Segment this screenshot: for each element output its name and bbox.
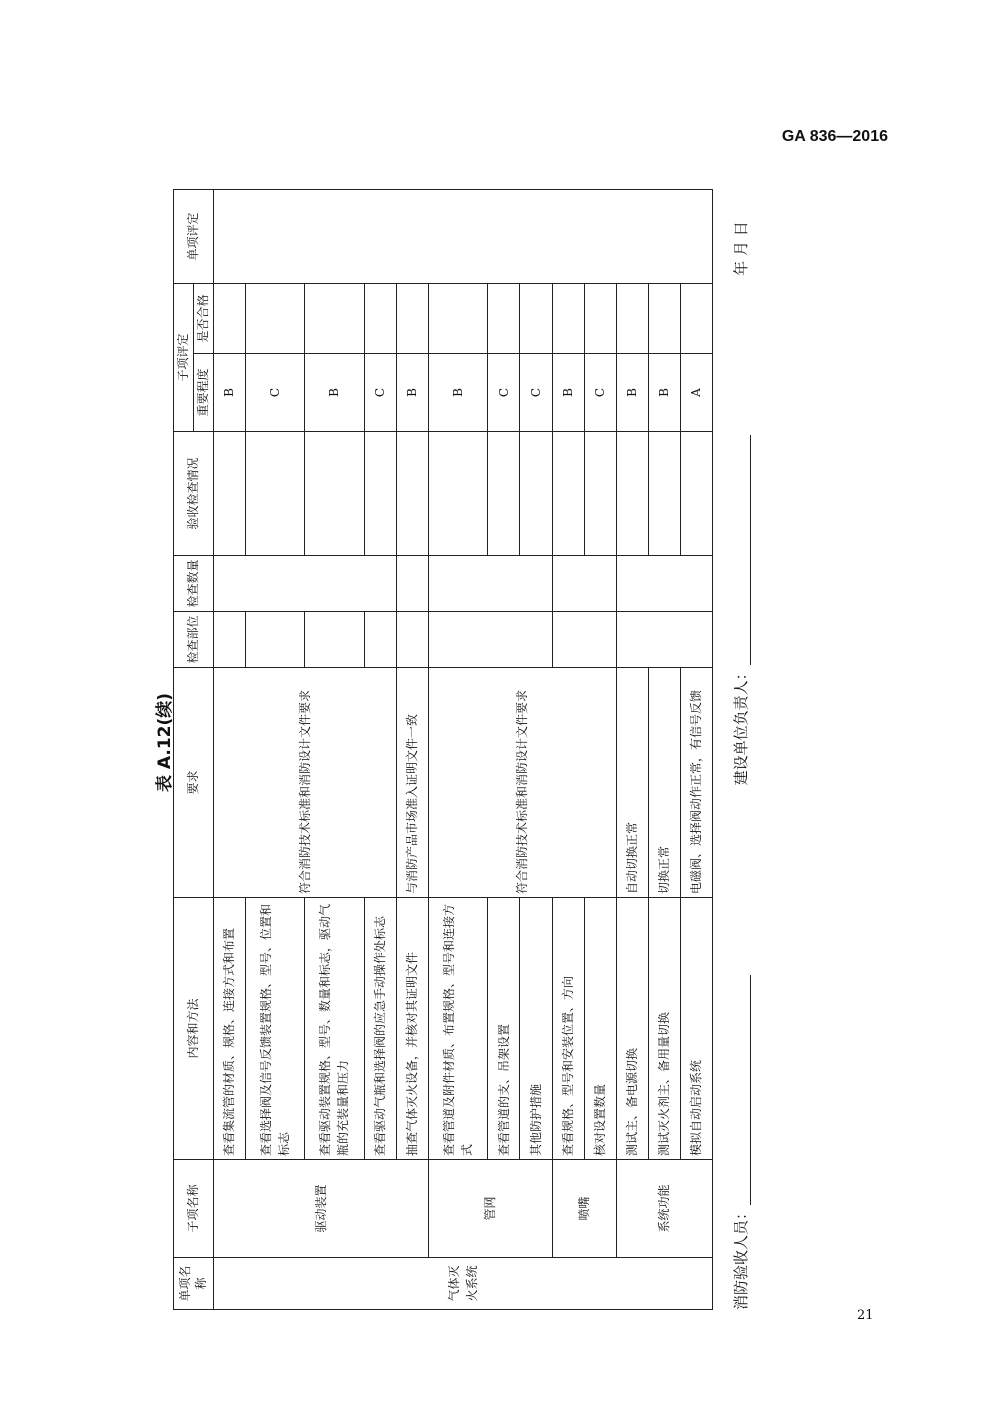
header-check-quantity: 检查数量 (174, 556, 214, 612)
header-inspection-result: 验收检查情况 (174, 432, 214, 556)
inspection-table (173, 189, 713, 1310)
pass-cell (213, 283, 245, 353)
result-cell (428, 432, 488, 556)
importance-cell: B (648, 354, 680, 432)
content-cell: 查看规格、型号和安装位置、方向 (552, 898, 584, 1160)
quantity-cell (616, 556, 712, 612)
result-cell (213, 432, 245, 556)
result-cell (648, 432, 680, 556)
requirement-spec-2: 符合消防技术标准和消防设计文件要求 (428, 668, 616, 898)
importance-cell: B (396, 354, 428, 432)
location-cell (305, 612, 365, 668)
signature-row (730, 190, 751, 1310)
location-cell (428, 612, 552, 668)
rotated-page-content (150, 175, 780, 1310)
content-cell: 查看驱动装置规格、型号、数量和标志，驱动气瓶的充装量和压力 (305, 898, 365, 1160)
result-cell (488, 432, 520, 556)
result-cell (364, 432, 396, 556)
header-content-method: 内容和方法 (174, 898, 214, 1160)
pass-cell (648, 283, 680, 353)
header-pass: 是否合格 (193, 283, 213, 353)
pass-cell (552, 283, 584, 353)
location-cell (552, 612, 616, 668)
pass-cell (396, 283, 428, 353)
subitem-function: 系统功能 (616, 1160, 712, 1258)
pass-cell (520, 283, 552, 353)
subitem-drive: 驱动装置 (213, 1160, 428, 1258)
content-cell: 查看集流管的材质、规格、连接方式和布置 (213, 898, 245, 1160)
content-cell: 模拟自动启动系统 (680, 898, 712, 1160)
location-cell (396, 612, 428, 668)
quantity-cell (396, 556, 428, 612)
subitem-nozzle: 喷嘴 (552, 1160, 616, 1258)
importance-cell: B (616, 354, 648, 432)
importance-cell: C (520, 354, 552, 432)
item-evaluation-cell (213, 189, 712, 283)
quantity-cell (552, 556, 616, 612)
content-cell: 查看驱动气瓶和选择阀的应急手动操作处标志 (364, 898, 396, 1160)
pass-cell (616, 283, 648, 353)
importance-cell: A (680, 354, 712, 432)
requirement-cell: 切换正常 (648, 668, 680, 898)
header-row-1 (174, 189, 194, 1309)
table-row (616, 189, 648, 1309)
header-importance: 重要程度 (193, 354, 213, 432)
header-sub-item-name: 子项名称 (174, 1160, 214, 1258)
subitem-pipe: 管网 (428, 1160, 552, 1258)
table-row (396, 189, 428, 1309)
requirement-spec-1: 符合消防技术标准和消防设计文件要求 (213, 668, 396, 898)
importance-cell: C (584, 354, 616, 432)
pass-cell (305, 283, 365, 353)
item-name-cell: 气体灭火系统 (213, 1258, 712, 1310)
importance-cell: C (364, 354, 396, 432)
importance-cell: B (428, 354, 488, 432)
requirement-cell: 电磁阀、选择阀动作正常，有信号反馈 (680, 668, 712, 898)
owner-signature-line[interactable] (736, 435, 751, 665)
importance-cell: C (245, 354, 305, 432)
pass-cell (364, 283, 396, 353)
requirement-cell: 自动切换正常 (616, 668, 648, 898)
header-check-location: 检查部位 (174, 612, 214, 668)
importance-cell: B (213, 354, 245, 432)
content-cell: 查看管道及附件材质、布置规格、型号和连接方式 (428, 898, 488, 1160)
pass-cell (584, 283, 616, 353)
content-cell: 查看管道的支、吊架设置 (488, 898, 520, 1160)
header-item-name: 单项名称 (174, 1258, 214, 1310)
location-cell (245, 612, 305, 668)
inspector-signature-line[interactable] (736, 975, 751, 1205)
result-cell (584, 432, 616, 556)
header-requirement: 要求 (174, 668, 214, 898)
content-cell: 测试灭火剂主、备用量切换 (648, 898, 680, 1160)
result-cell (245, 432, 305, 556)
content-cell: 抽查气体灭火设备，并核对其证明文件 (396, 898, 428, 1160)
content-cell: 查看选择阀及信号反馈装置规格、型号、位置和标志 (245, 898, 305, 1160)
location-cell (213, 612, 245, 668)
header-item-evaluation: 单项评定 (174, 189, 214, 283)
content-cell: 其他防护措施 (520, 898, 552, 1160)
pass-cell (488, 283, 520, 353)
table-caption: 表 A.12(续) (155, 692, 175, 793)
result-cell (305, 432, 365, 556)
pass-cell (428, 283, 488, 353)
inspector-label: 消防验收人员： (732, 1204, 750, 1310)
table-row (428, 189, 488, 1309)
result-cell (616, 432, 648, 556)
pass-cell (245, 283, 305, 353)
importance-cell: B (552, 354, 584, 432)
quantity-cell (428, 556, 552, 612)
header-sub-evaluation: 子项评定 (174, 283, 194, 431)
result-cell (680, 432, 712, 556)
location-cell (364, 612, 396, 668)
quantity-cell (213, 556, 396, 612)
importance-cell: B (305, 354, 365, 432)
importance-cell: C (488, 354, 520, 432)
date-field: 年 月 日 (732, 221, 750, 276)
result-cell (396, 432, 428, 556)
standard-code: GA 836—2016 (781, 128, 888, 145)
location-cell (616, 612, 712, 668)
content-cell: 测试主、备电源切换 (616, 898, 648, 1160)
result-cell (520, 432, 552, 556)
content-cell: 核对设置数量 (584, 898, 616, 1160)
table-row (213, 189, 245, 1309)
pass-cell (680, 283, 712, 353)
page-number: 21 (857, 1308, 874, 1323)
table-row (648, 189, 680, 1309)
requirement-market: 与消防产品市场准入证明文件一致 (396, 668, 428, 898)
result-cell (552, 432, 584, 556)
table-row (680, 189, 712, 1309)
owner-label: 建设单位负责人： (732, 665, 750, 786)
